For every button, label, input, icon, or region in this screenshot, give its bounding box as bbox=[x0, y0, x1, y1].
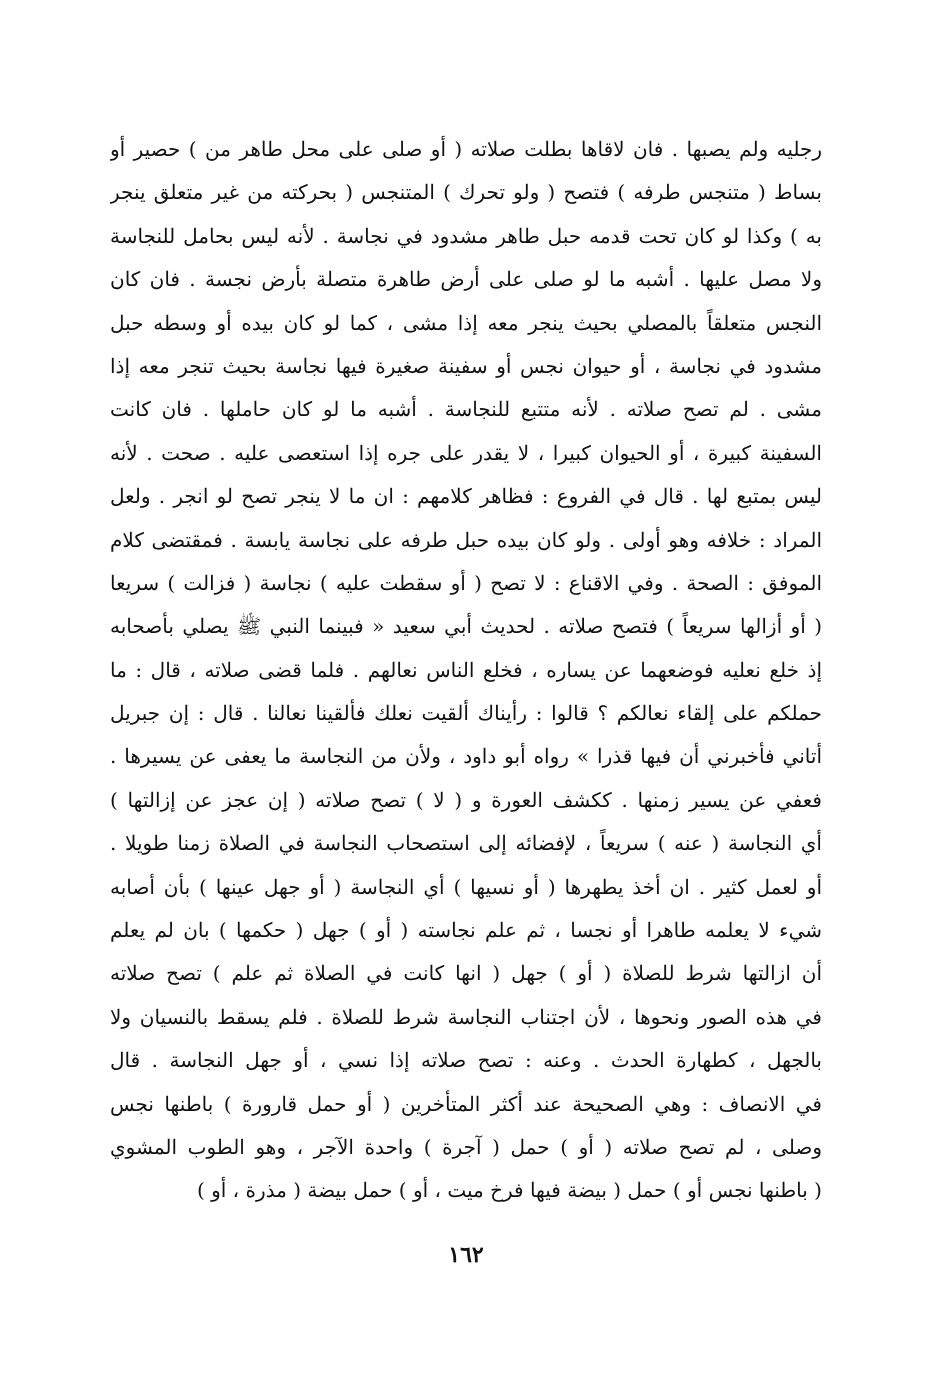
text-line: المراد : خلافه وهو أولى . ولو كان بيده حبل طرفه على نجاسة يابسة . فمقتضى كلام bbox=[110, 527, 822, 552]
text-line: رجليه ولم يصبها . فان لاقاها بطلت صلاته ( أو صلى على محل طاهر من ) حصير أو bbox=[110, 137, 822, 161]
text-line: في هذه الصور ونحوها ، لأن اجتناب النجاسة شرط للصلاة . فلم يسقط بالنسيان ولا bbox=[110, 1004, 822, 1029]
text-line: أو لعمل كثير . ان أخذ يطهرها ( أو نسيها ) أي النجاسة ( أو جهل عينها ) بأن أصابه bbox=[110, 874, 822, 899]
text-line: مشى . لم تصح صلاته . لأنه متتبع للنجاسة . أشبه ما لو كان حاملها . فان كانت bbox=[110, 397, 822, 422]
text-line: ( باطنها نجس أو ) حمل ( بيضة فيها فرخ ميت ، أو ) حمل بيضة ( مذرة ، أو ) bbox=[196, 1178, 822, 1203]
page-number: ١٦٢ bbox=[448, 1242, 484, 1268]
text-line: بالجهل ، كطهارة الحدث . وعنه : تصح صلاته إذا نسي ، أو جهل النجاسة . قال bbox=[110, 1048, 822, 1073]
text-line: مشدود في نجاسة ، أو حيوان نجس أو سفينة صغيرة فيها نجاسة بحيث تنجر معه إذا bbox=[110, 353, 822, 378]
text-line: الموفق : الصحة . وفي الاقناع : لا تصح ( أو سقطت عليه ) نجاسة ( فزالت ) سريعا bbox=[110, 570, 822, 595]
text-line: بساط ( متنجس طرفه ) فتصح ( ولو تحرك ) المتنجس ( بحركته من غير متعلق ينجر bbox=[110, 180, 822, 205]
text-line: ولا مصل عليها . أشبه ما لو صلى على أرض طاهرة متصلة بأرض نجسة . فان كان bbox=[110, 267, 822, 292]
text-line: ( أو أزالها سريعاً ) فتصح صلاته . لحديث أبي سعيد « فبينما النبي ﷺ يصلي بأصحابه bbox=[110, 614, 822, 639]
body-text bbox=[110, 128, 822, 1213]
text-line: أي النجاسة ( عنه ) سريعاً ، لإفضائه إلى استصحاب النجاسة في الصلاة زمنا طويلا . bbox=[110, 831, 822, 856]
text-line: في الانصاف : وهي الصحيحة عند أكثر المتأخرين ( أو حمل قارورة ) باطنها نجس bbox=[110, 1091, 822, 1116]
text-line: السفينة كبيرة ، أو الحيوان كبيرا ، لا يقدر على جره إذا استعصى عليه . صحت . لأنه bbox=[110, 440, 822, 465]
text-line: به ) وكذا لو كان تحت قدمه حبل طاهر مشدود في نجاسة . لأنه ليس بحامل للنجاسة bbox=[110, 223, 822, 248]
text-line: حملكم على إلقاء نعالكم ؟ قالوا : رأيناك ألقيت نعلك فألقينا نعالنا . قال : إن جبريل bbox=[110, 701, 822, 726]
text-line: أتاني فأخبرني أن فيها قذرا » رواه أبو داود ، ولأن من النجاسة ما يعفى عن يسيرها . bbox=[110, 744, 822, 769]
text-line: إذ خلع نعليه فوضعهما عن يساره ، فخلع الناس نعالهم . فلما قضى صلاته ، قال : ما bbox=[110, 657, 822, 682]
text-line: فعفي عن يسير زمنها . ككشف العورة و ( لا ) تصح صلاته ( إن عجز عن إزالتها ) bbox=[110, 787, 822, 812]
text-line: وصلى ، لم تصح صلاته ( أو ) حمل ( آجرة ) واحدة الآجر ، وهو الطوب المشوي bbox=[110, 1134, 822, 1159]
text-line: النجس متعلقاً بالمصلي بحيث ينجر معه إذا مشى ، كما لو كان بيده أو وسطه حبل bbox=[110, 310, 822, 335]
text-line: أن ازالتها شرط للصلاة ( أو ) جهل ( انها كانت في الصلاة ثم علم ) تصح صلاته bbox=[110, 961, 822, 986]
text-line: شيء لا يعلمه طاهرا أو نجسا ، ثم علم نجاسته ( أو ) جهل ( حكمها ) بان لم يعلم bbox=[110, 918, 822, 943]
text-line: ليس بمتبع لها . قال في الفروع : فظاهر كلامهم : ان ما لا ينجر تصح لو انجر . ولعل bbox=[110, 484, 822, 509]
